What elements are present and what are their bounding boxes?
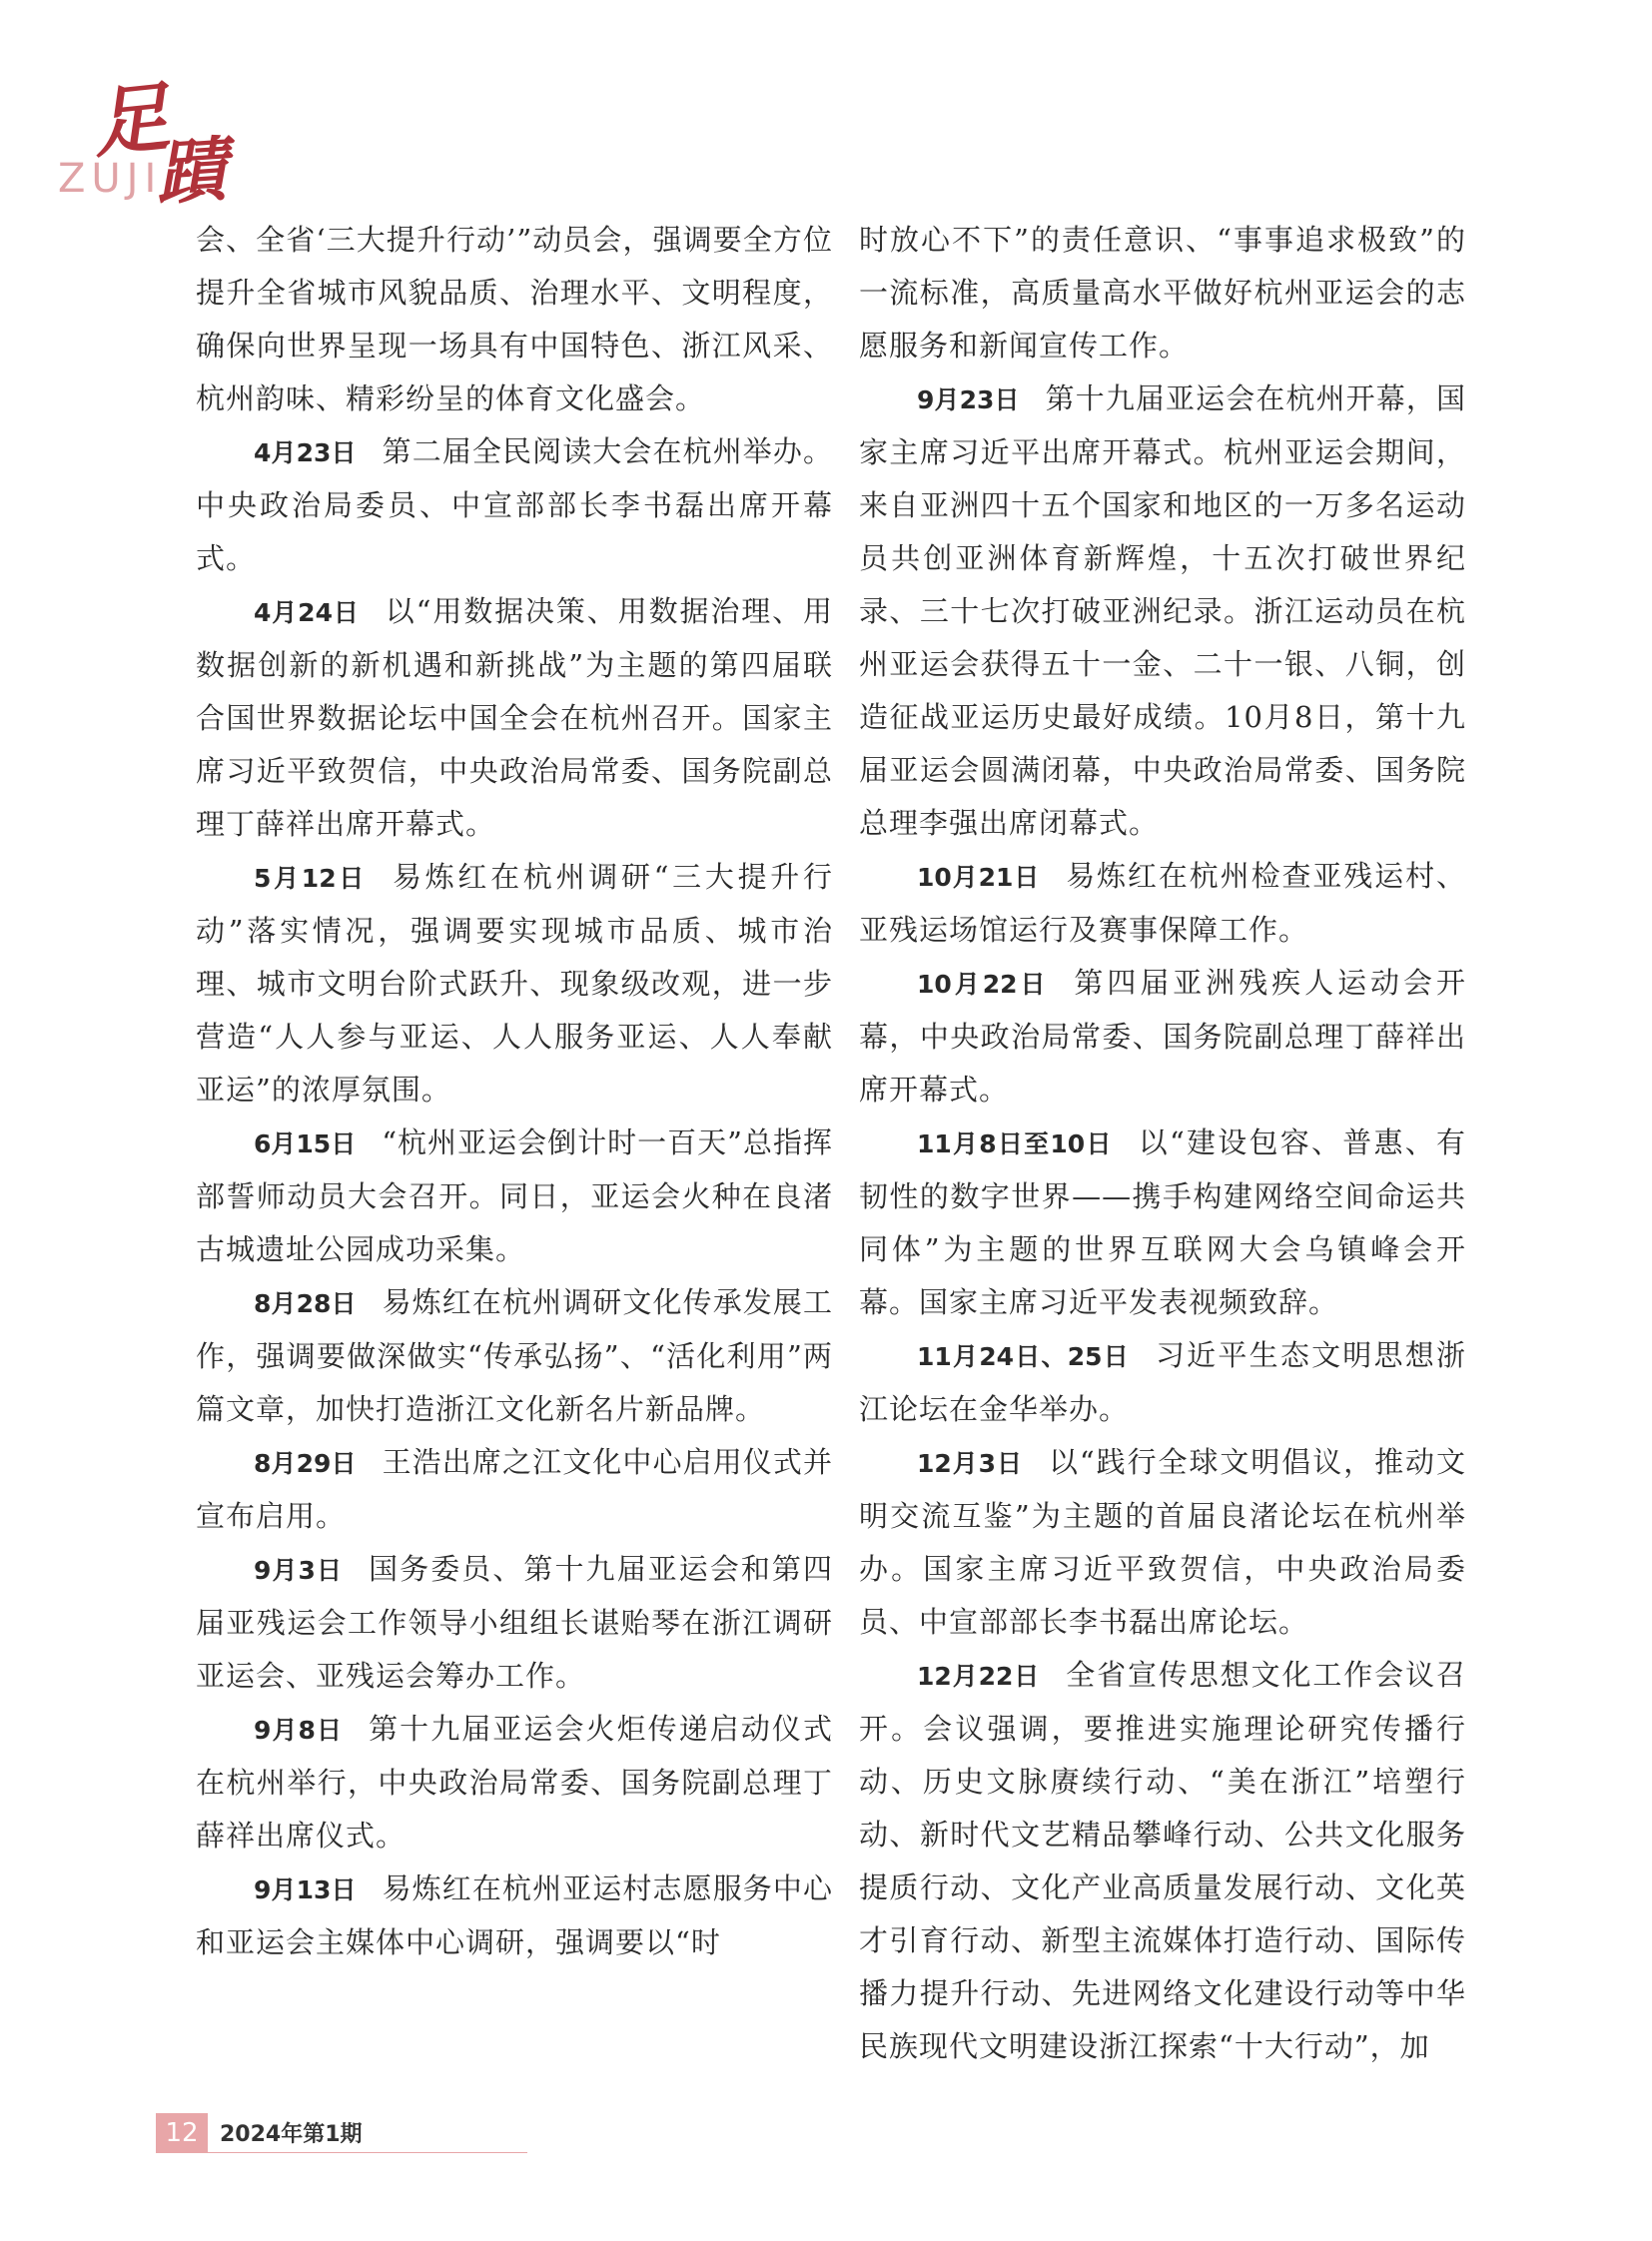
footer-divider bbox=[208, 2152, 527, 2153]
entry-paragraph bbox=[196, 1703, 833, 1863]
entry-paragraph bbox=[859, 1436, 1466, 1649]
entry-paragraph bbox=[859, 1117, 1466, 1329]
entry-paragraph bbox=[196, 1117, 833, 1276]
entry-paragraph bbox=[196, 425, 833, 585]
entry-text: 以“建设包容、普惠、有韧性的数字世界——携手构建网络空间命运共同体”为主题的世界互联网大会乌镇峰会开幕。国家主席习近平发表视频致辞。 bbox=[859, 1125, 1466, 1319]
entry-text: 第十九届亚运会在杭州开幕，国家主席习近平出席开幕式。杭州亚运会期间，来自亚洲四十五个国家和地区的一万多名运动员共创亚洲体育新辉煌，十五次打破世界纪录、三十七次打破亚洲纪录。浙江运动员在杭州亚运会获得五十一金、二十一银、八铜，创造征战亚运历史最好成绩。10月8日，第十九届亚运会圆满闭幕，中央政治局常委、国务院总理李强出席闭幕式。 bbox=[859, 381, 1466, 840]
entry-text: 易炼红在杭州调研“三大提升行动”落实情况，强调要实现城市品质、城市治理、城市文明台阶式跃升、现象级改观，进一步营造“人人参与亚运、人人服务亚运、人人奉献亚运”的浓厚氛围。 bbox=[196, 860, 834, 1107]
entry-date: 5月12日 bbox=[254, 864, 368, 893]
entry-date: 4月23日 bbox=[254, 438, 357, 467]
entry-paragraph bbox=[859, 850, 1466, 957]
issue-label: 2024年第1期 bbox=[220, 2122, 363, 2147]
entry-text: 第二届全民阅读大会在杭州举办。中央政治局委员、中宣部部长李书磊出席开幕式。 bbox=[196, 434, 833, 575]
page-number: 12 bbox=[156, 2113, 208, 2153]
entry-date: 10月22日 bbox=[917, 970, 1049, 999]
entry-date: 10月21日 bbox=[917, 863, 1041, 892]
logo-latin: ZUJI bbox=[58, 156, 163, 202]
entry-paragraph bbox=[859, 373, 1466, 850]
entry-date: 12月22日 bbox=[917, 1662, 1041, 1691]
entry-text: 第四届亚洲残疾人运动会开幕，中央政治局常委、国务院副总理丁薛祥出席开幕式。 bbox=[859, 966, 1466, 1107]
right-intro-paragraph: 时放心不下”的责任意识、“事事追求极致”的一流标准，高质量高水平做好杭州亚运会的志愿服务和新闻宣传工作。 bbox=[859, 223, 1466, 363]
entry-date: 11月24日、25日 bbox=[917, 1342, 1130, 1371]
entry-text: 以“践行全球文明倡议，推动文明交流互鉴”为主题的首届良渚论坛在杭州举办。国家主席习近平致贺信，中央政治局委员、中宣部部长李书磊出席论坛。 bbox=[859, 1445, 1467, 1639]
entry-paragraph bbox=[196, 585, 833, 851]
entry-date: 9月13日 bbox=[254, 1875, 357, 1904]
entry-date: 4月24日 bbox=[254, 598, 360, 627]
right-column bbox=[859, 214, 1466, 2073]
page-footer bbox=[156, 2113, 396, 2153]
entry-text: 易炼红在杭州亚运村志愿服务中心和亚运会主媒体中心调研，强调要以“时 bbox=[196, 1871, 833, 1959]
entry-paragraph bbox=[196, 1863, 833, 1969]
entry-text: 王浩出席之江文化中心启用仪式并宣布启用。 bbox=[196, 1445, 833, 1533]
entry-text: 易炼红在杭州调研文化传承发展工作，强调要做深做实“传承弘扬”、“活化利用”两篇文章，加快打造浙江文化新名片新品牌。 bbox=[196, 1285, 833, 1426]
entry-date: 12月3日 bbox=[917, 1449, 1023, 1478]
entry-paragraph bbox=[196, 1276, 833, 1436]
entry-paragraph bbox=[859, 957, 1466, 1117]
entry-date: 9月3日 bbox=[254, 1556, 344, 1585]
entry-text: 以“用数据决策、用数据治理、用数据创新的新机遇和新挑战”为主题的第四届联合国世界数据论坛中国全会在杭州召开。国家主席习近平致贺信，中央政治局常委、国务院副总理丁薛祥出席开幕式。 bbox=[196, 594, 834, 841]
entry-paragraph bbox=[859, 1329, 1466, 1436]
entry-text: 习近平生态文明思想浙江论坛在金华举办。 bbox=[859, 1338, 1466, 1426]
entry-paragraph bbox=[859, 1649, 1466, 2073]
entry-date: 8月28日 bbox=[254, 1289, 357, 1318]
magazine-logo bbox=[58, 60, 248, 216]
entry-text: 第十九届亚运会火炬传递启动仪式在杭州举行，中央政治局常委、国务院副总理丁薛祥出席仪式。 bbox=[196, 1712, 833, 1853]
logo-char-2: 蹟 bbox=[153, 127, 230, 216]
left-intro-paragraph: 会、全省‘三大提升行动’”动员会，强调要全方位提升全省城市风貌品质、治理水平、文明程度，确保向世界呈现一场具有中国特色、浙江风采、杭州韵味、精彩纷呈的体育文化盛会。 bbox=[196, 223, 833, 415]
entry-paragraph bbox=[196, 851, 833, 1117]
entry-text: “杭州亚运会倒计时一百天”总指挥部誓师动员大会召开。同日，亚运会火种在良渚古城遗址公园成功采集。 bbox=[196, 1125, 833, 1266]
entry-date: 8月29日 bbox=[254, 1449, 357, 1478]
entry-text: 易炼红在杭州检查亚残运村、亚残运场馆运行及赛事保障工作。 bbox=[859, 859, 1466, 947]
entry-date: 9月23日 bbox=[917, 385, 1020, 414]
entry-text: 国务委员、第十九届亚运会和第四届亚残运会工作领导小组组长谌贻琴在浙江调研亚运会、亚残运会筹办工作。 bbox=[196, 1552, 833, 1693]
entry-date: 9月8日 bbox=[254, 1716, 344, 1745]
entry-text: 全省宣传思想文化工作会议召开。会议强调，要推进实施理论研究传播行动、历史文脉赓续行动、“美在浙江”培塑行动、新时代文艺精品攀峰行动、公共文化服务提质行动、文化产业高质量发展行动、文化英才引育行动、新型主流媒体打造行动、国际传播力提升行动、先进网络文化建设行动等中华民族现代文明建设浙江探索“十大行动”，加 bbox=[859, 1658, 1466, 2063]
left-column bbox=[196, 214, 833, 1969]
logo-char-1: 足 bbox=[88, 72, 174, 169]
entry-date: 6月15日 bbox=[254, 1129, 357, 1158]
entry-paragraph bbox=[196, 1543, 833, 1703]
entry-date: 11月8日至10日 bbox=[917, 1129, 1113, 1158]
entry-paragraph bbox=[196, 1436, 833, 1543]
